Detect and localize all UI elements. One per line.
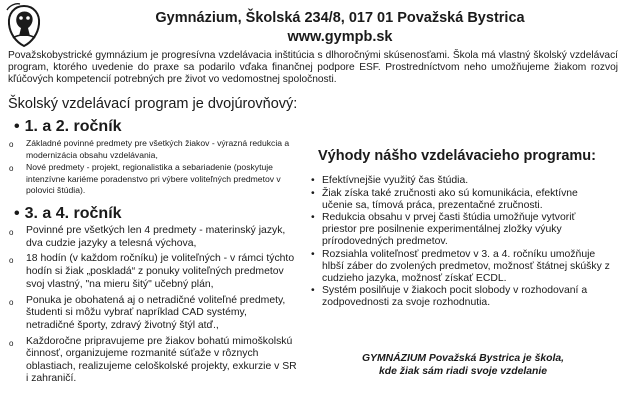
school-website[interactable]: www.gympb.sk — [287, 29, 393, 45]
list-item: o Základné povinné predmety pre všetkých žiakov - výrazná redukcia a modernizácia obsahu vzdelávania, — [9, 138, 290, 160]
list-item: • Systém posilňuje v žiakoch pocit slobody v rozhodovaní a zodpovednosti za svoje rozhodnutia. — [311, 285, 588, 308]
bullet: • — [311, 212, 315, 223]
circle-bullet-icon: o — [9, 228, 14, 237]
list-item: o Ponuka je obohatená aj o netradičné voliteľné predmety, študenti si môžu vybrať napríklad CAD systémy, netradičné športy, zdravý životný štýl atď., — [9, 294, 286, 331]
level-2-title: 3. a 4. ročník — [24, 205, 122, 222]
school-emblem-icon — [4, 2, 44, 50]
bullet: • — [311, 187, 315, 199]
advantages-list — [310, 175, 610, 310]
list-item: • Efektívnejšie využitý čas štúdia. — [311, 175, 469, 186]
bullet: • — [311, 285, 315, 296]
level-2-heading — [14, 205, 122, 223]
level-1-list — [8, 138, 298, 198]
circle-bullet-icon: o — [9, 164, 14, 174]
list-item: • Žiak získa také zručnosti ako sú komunikácia, efektívne učenie sa, tímová práca, prezentačné zručnosti. — [311, 187, 578, 211]
circle-bullet-icon: o — [9, 297, 14, 307]
list-item: o Každoročne pripravujeme pre žiakov bohatú mimoškolskú činnosť, organizujeme rozmanité súťaže v rôznych oblastiach, realizujeme celoškolské projekty, exkurzie v SR i zahraničí. — [9, 335, 297, 385]
list-item: o 18 hodín (v každom ročníku) je voliteľných - v rámci týchto hodín si žiak „poskladá“ z ponuky voliteľných predmetov svoj vlastný, "na mieru šitý" učebný plán, — [9, 253, 295, 290]
list-item: • Rozsiahla voliteľnosť predmetov v 3. a 4. ročníku umožňuje hlbší záber do zvolených predmetov, možnosť štátnej skúšky z cudzieho jazyka, možnosť získať ECDL. — [311, 248, 610, 284]
footer-line-1: GYMNÁZIUM Považská Bystrica je škola, — [361, 353, 565, 364]
school-title: Gymnázium, Školská 234/8, 017 01 Považská Bystrica — [155, 10, 525, 26]
list-item: o Povinné pre všetkých len 4 predmety - materinský jazyk, dva cudzie jazyky a telesná výchova, — [9, 225, 286, 249]
circle-bullet-icon: o — [9, 338, 14, 348]
circle-bullet-icon: o — [9, 140, 14, 149]
level-1-title: 1. a 2. ročník — [24, 118, 122, 135]
bullet: • — [14, 118, 20, 135]
footer-slogan — [318, 352, 608, 378]
advantages-heading: Výhody nášho vzdelávacieho programu: — [318, 148, 596, 164]
intro-paragraph: Považskobystrické gymnázium je progresívna vzdelávacia inštitúcia s dlhoročnými skúsenosťami. Škola má vlastný školský vzdelávací program, ktorého uvedenie do praxe sa podarilo vďaka finančnej podpore ESF. Prostredníctvom neho umožňujeme žiakom rozvoj kľúčových kompetencií potrebných pre život vo vedomostnej spoločnosti. — [8, 50, 618, 86]
list-item: o Nové predmety - projekt, regionalistika a sebariadenie (poskytuje intenzívne kariéme poradenstvo pri výbere voliteľných predmetov v polovici štúdia). — [9, 162, 281, 196]
list-item: • Redukcia obsahu v prvej časti štúdia umožňuje vytvoriť priestor pre posilnenie experimentálnej zložky výuky prírodovedných predmetov. — [311, 212, 576, 247]
program-heading: Školský vzdelávací program je dvojúrovňový: — [8, 96, 298, 112]
bullet: • — [14, 205, 20, 222]
bullet: • — [311, 248, 315, 260]
bullet: • — [311, 175, 315, 186]
level-2-list — [8, 225, 298, 389]
footer-line-2: kde žiak sám riadi svoje vzdelanie — [378, 366, 548, 377]
circle-bullet-icon: o — [9, 256, 14, 266]
level-1-heading — [14, 118, 122, 136]
